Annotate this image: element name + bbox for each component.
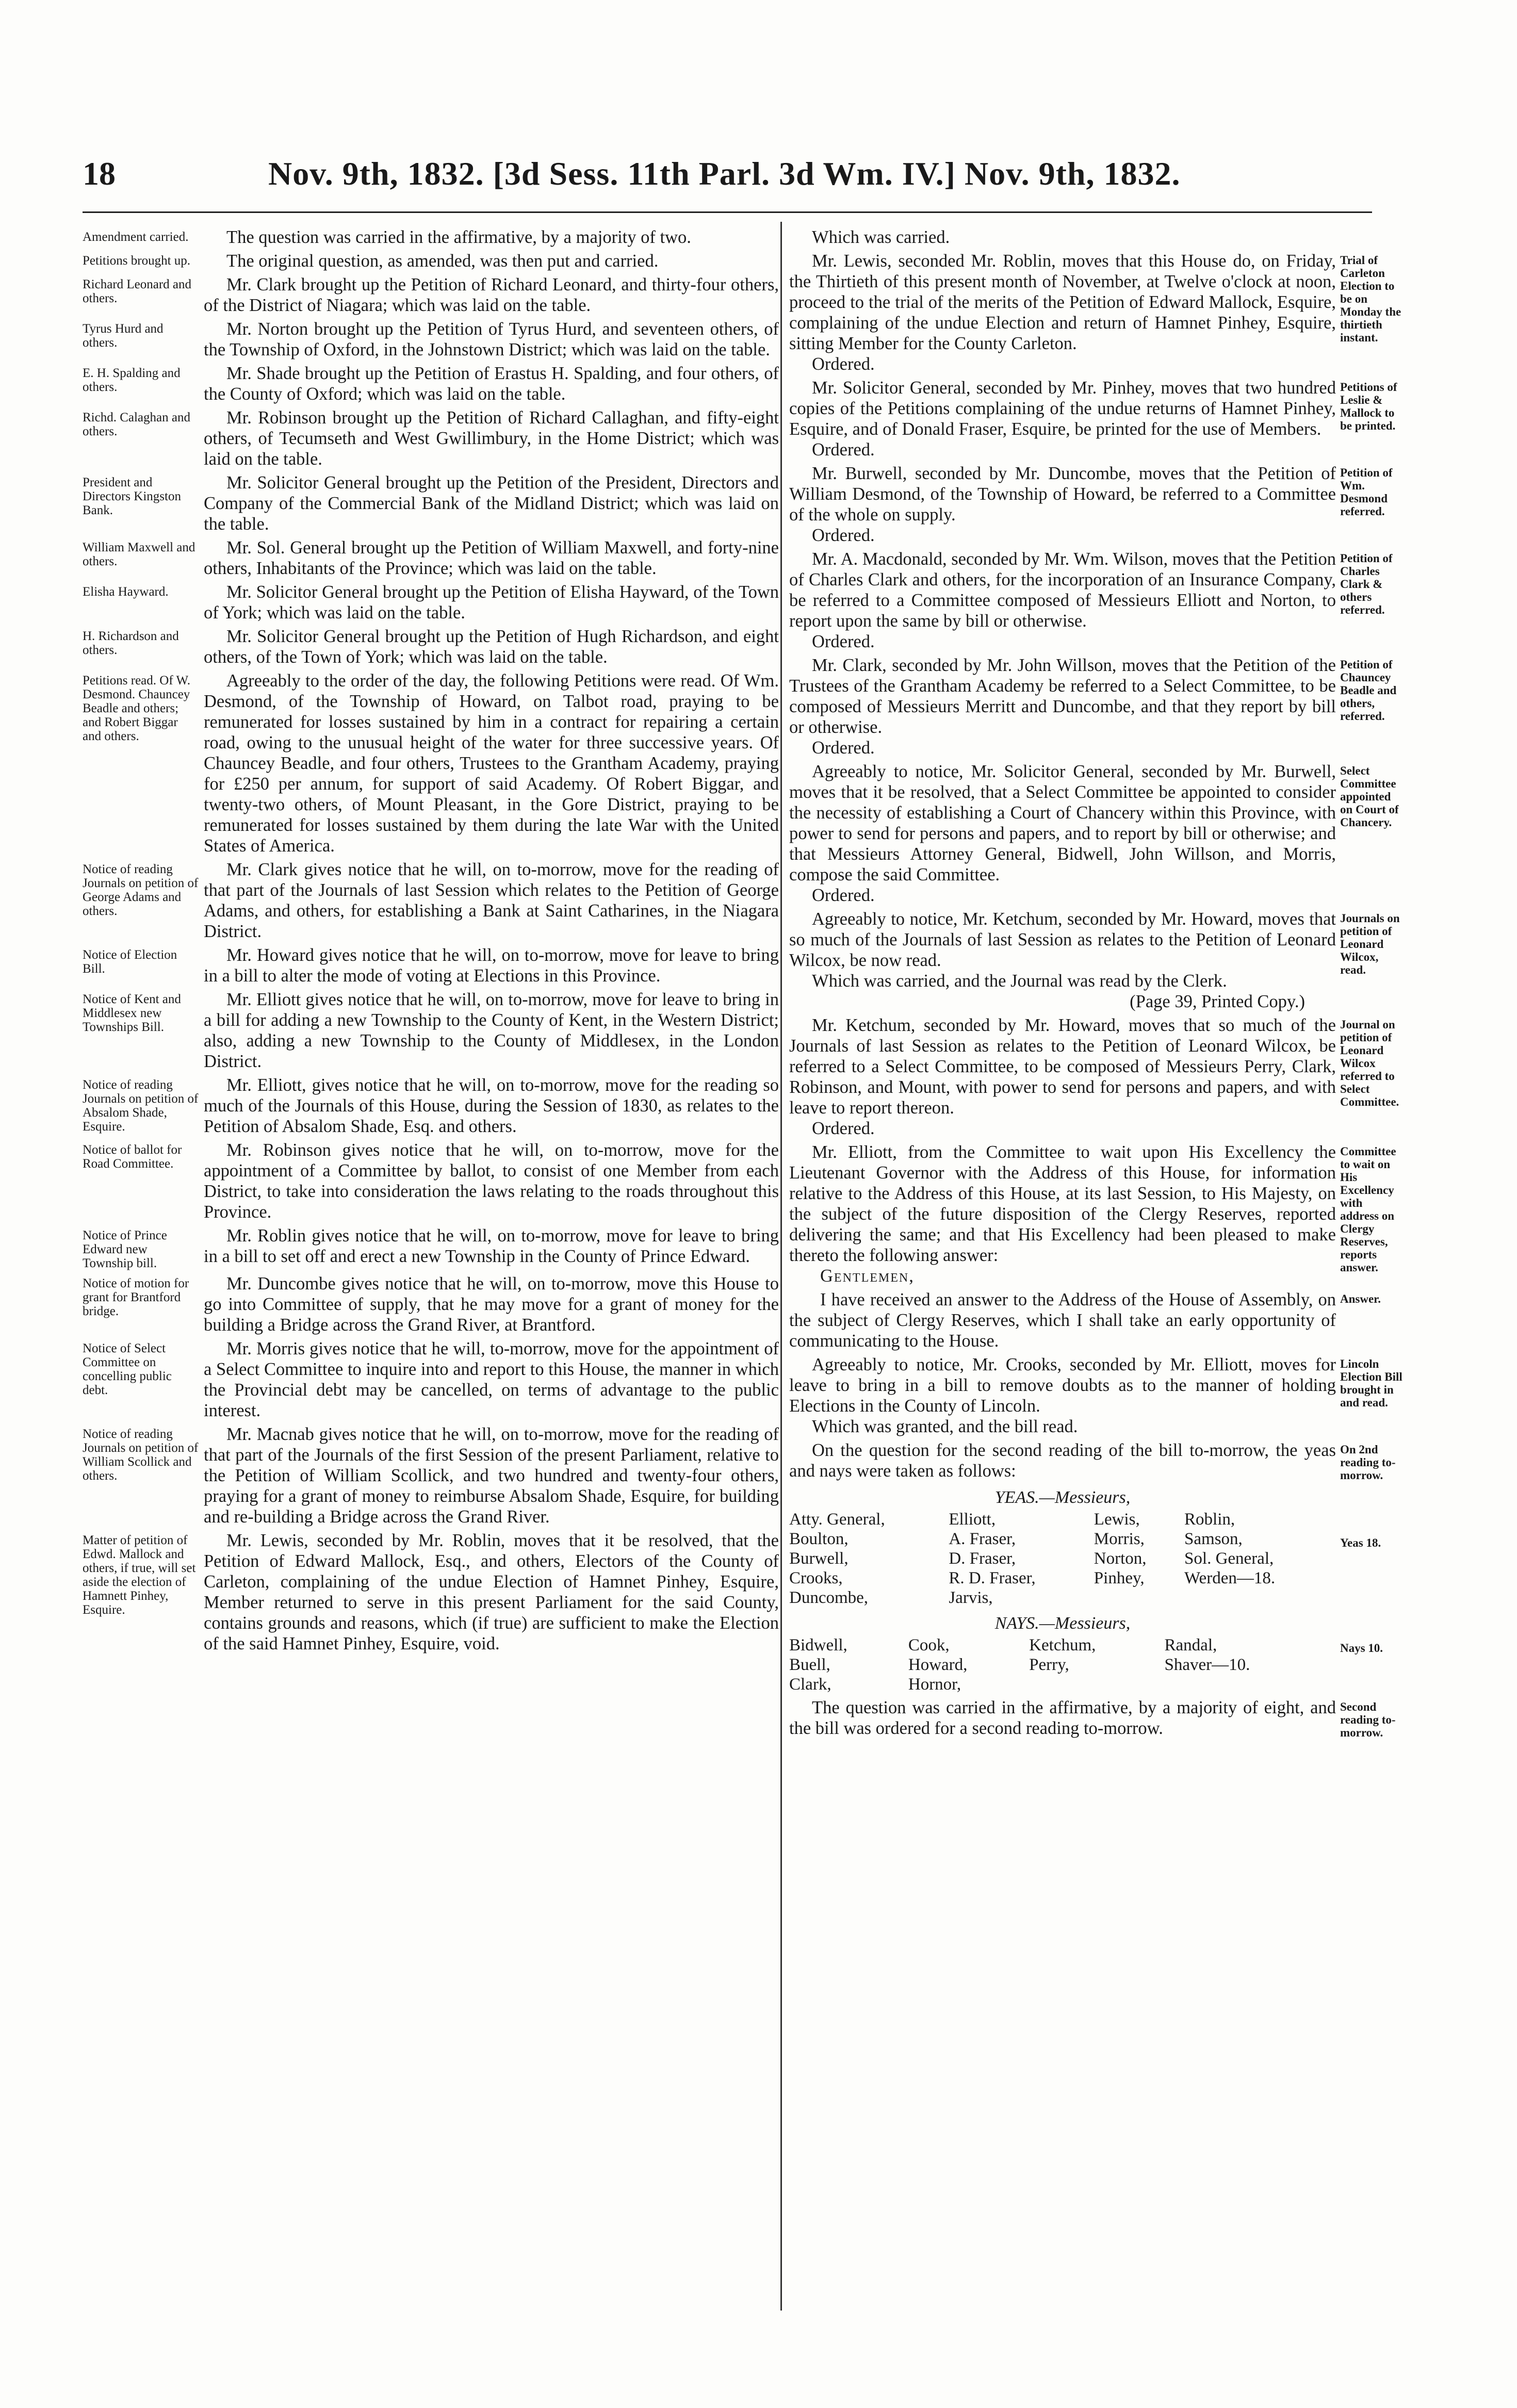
vote-row bbox=[789, 1675, 1336, 1694]
paragraph: Mr. Clark brought up the Petition of Richard Leonard, and thirty-four others, of the District of Niagara; which was laid on the table. bbox=[204, 275, 779, 315]
entry-text bbox=[204, 407, 779, 469]
member-name: Howard, bbox=[908, 1656, 968, 1674]
paragraph: Ordered. bbox=[812, 632, 875, 651]
member-name: Clark, bbox=[789, 1675, 831, 1694]
entry bbox=[789, 1289, 1403, 1351]
entry bbox=[83, 407, 779, 469]
paragraph: The original question, as amended, was then put and carried. bbox=[226, 251, 659, 271]
margin-note: Matter of petition of Edwd. Mallock and others, if true, will set aside the election of Hamnett Pinhey, Esquire. bbox=[83, 1533, 196, 1617]
page-header bbox=[83, 155, 1372, 211]
margin-note: Trial of Carleton Election to be on Monday the thirtieth instant. bbox=[1340, 254, 1401, 344]
left-column bbox=[83, 227, 779, 1657]
header-rule bbox=[83, 211, 1372, 213]
entry bbox=[83, 1530, 779, 1654]
margin-note: President and Directors Kingston Bank. bbox=[83, 476, 181, 517]
entry bbox=[83, 1424, 779, 1527]
entry bbox=[83, 670, 779, 856]
member-name: Lewis, bbox=[1094, 1510, 1140, 1529]
nays-table bbox=[789, 1635, 1336, 1694]
member-name: Boulton, bbox=[789, 1530, 849, 1548]
entry bbox=[789, 1354, 1403, 1437]
entry bbox=[789, 761, 1403, 906]
entry-text bbox=[789, 463, 1336, 546]
margin-note: Notice of reading Journals on petition of George Adams and others. bbox=[83, 862, 199, 918]
paragraph: Mr. Norton brought up the Petition of Tyrus Hurd, and seventeen others, of the Township of Oxford, in the Johnstown District; which was laid on the table. bbox=[204, 319, 779, 359]
member-name: Randal, bbox=[1164, 1636, 1217, 1655]
margin-note: Yeas 18. bbox=[1340, 1536, 1381, 1549]
paragraph: I have received an answer to the Address of the House of Assembly, on the subject of Clergy Reserves, which I shall take an early opportunity of communicating to the House. bbox=[789, 1290, 1336, 1351]
paragraph: Mr. Ketchum, seconded by Mr. Howard, moves that so much of the Journals of last Session as relates to the Petition of Leonard Wilcox, be referred to a Select Committee, to be composed of Messieurs Perry, Clark, Robinson, and Mount, with power to send for persons and papers, and with leave to report thereon. bbox=[789, 1015, 1336, 1118]
entry bbox=[83, 1273, 779, 1335]
margin-note: Richd. Calaghan and others. bbox=[83, 411, 190, 438]
paragraph: Agreeably to the order of the day, the following Petitions were read. Of Wm. Desmond, of the Township of Howard, on Talbot road, praying to be remunerated for losses sustained by him in a contract for repairing a certain road, owing to the unusual height of the water for three successive years. Of Chauncey Beadle, and four others, Trustees to the Grantham Academy, praying for £250 per annum, for support of said Academy. Of Robert Biggar, and twenty-two others, of Mount Pleasant, in the Gore District, praying to be remunerated for losses sustained by them during the late War with the United States of America. bbox=[204, 671, 779, 856]
member-name: Crooks, bbox=[789, 1569, 843, 1587]
margin-note: Elisha Hayward. bbox=[83, 585, 169, 599]
paragraph: The question was carried in the affirmative, by a majority of two. bbox=[226, 227, 691, 247]
margin-note: Notice of Prince Edward new Township bill. bbox=[83, 1228, 167, 1270]
yeas-table bbox=[789, 1510, 1336, 1608]
entry-text bbox=[204, 945, 779, 986]
paragraph: Mr. Solicitor General, seconded by Mr. Pinhey, moves that two hundred copies of the Petitions complaining of the undue returns of Hamnet Pinhey, Esquire, and of Donald Fraser, Esquire, be printed for the use of Members. bbox=[789, 378, 1336, 439]
paragraph: Mr. Shade brought up the Petition of Erastus H. Spalding, and four others, of the County of Oxford; which was laid on the table. bbox=[204, 364, 779, 404]
entry-text bbox=[204, 274, 779, 316]
paragraph: Agreeably to notice, Mr. Solicitor General, seconded by Mr. Burwell, moves that it be resolved, that a Select Committee be appointed to consider the necessity of establishing a Court of Chancery within this Province, with power to send for persons and papers, and to report by bill or otherwise; and that Messieurs Attorney General, Bidwell, John Willson, and Morris, compose the said Committee. bbox=[789, 762, 1336, 884]
paragraph: Mr. A. Macdonald, seconded by Mr. Wm. Wilson, moves that the Petition of Charles Clark and others, for the incorporation of an Insurance Company, be referred to a Committee composed of Messieurs Elliott and Norton, to report upon the same by bill or otherwise. bbox=[789, 549, 1336, 631]
paragraph: Ordered. bbox=[812, 886, 875, 905]
entry-text bbox=[789, 1440, 1336, 1482]
margin-note: Notice of ballot for Road Committee. bbox=[83, 1143, 182, 1171]
entry-text bbox=[204, 1424, 779, 1527]
entry-text bbox=[204, 251, 779, 271]
margin-note: Petition of Wm. Desmond referred. bbox=[1340, 466, 1393, 518]
member-name: Buell, bbox=[789, 1656, 830, 1674]
paragraph: Gentlemen, bbox=[820, 1266, 915, 1286]
paragraph: Agreeably to notice, Mr. Crooks, seconded by Mr. Elliott, moves for leave to bring in a bill to remove doubts as to the manner of holding Elections in the County of Lincoln. bbox=[789, 1355, 1336, 1416]
entry bbox=[789, 655, 1403, 758]
entry bbox=[789, 227, 1403, 248]
margin-note: Petitions read. Of W. Desmond. Chauncey Beadle and others; and Robert Biggar and others. bbox=[83, 674, 191, 743]
margin-note: Notice of Select Committee on concelling public debt. bbox=[83, 1341, 172, 1397]
margin-note: Select Committee appointed on Court of Chancery. bbox=[1340, 764, 1399, 829]
final-entry bbox=[789, 1697, 1403, 1739]
entry-text bbox=[789, 761, 1336, 906]
vote-row bbox=[789, 1510, 1336, 1529]
paragraph: (Page 39, Printed Copy.) bbox=[1130, 992, 1305, 1011]
paragraph: The question was carried in the affirmative, by a majority of eight, and the bill was ordered for a second reading to-morrow. bbox=[789, 1698, 1336, 1738]
member-name: Perry, bbox=[1029, 1656, 1069, 1674]
margin-note: Petitions of Leslie & Mallock to be printed. bbox=[1340, 381, 1397, 432]
member-name: Atty. General, bbox=[789, 1510, 885, 1529]
entry bbox=[83, 945, 779, 986]
paragraph: Ordered. bbox=[812, 738, 875, 758]
member-name bbox=[1184, 1588, 1336, 1608]
nays-heading: NAYS.—Messieurs, bbox=[994, 1614, 1131, 1633]
paragraph: Which was granted, and the bill read. bbox=[812, 1417, 1078, 1436]
entry bbox=[83, 626, 779, 667]
entry-text bbox=[204, 859, 779, 942]
entry bbox=[83, 274, 779, 316]
member-name: Bidwell, bbox=[789, 1636, 847, 1655]
entry-text bbox=[204, 1273, 779, 1335]
entry-text bbox=[204, 1140, 779, 1222]
margin-note: Answer. bbox=[1340, 1292, 1381, 1305]
entry-text bbox=[789, 1015, 1336, 1139]
paragraph: Mr. Solicitor General brought up the Petition of the President, Directors and Company of the Commercial Bank of the Midland District; which was laid on the table. bbox=[204, 473, 779, 534]
entry bbox=[789, 1142, 1403, 1286]
vote-row bbox=[789, 1549, 1336, 1568]
member-name: Elliott, bbox=[949, 1510, 996, 1529]
yeas-heading: YEAS.—Messieurs, bbox=[994, 1488, 1131, 1507]
member-name: Samson, bbox=[1184, 1530, 1243, 1548]
member-name: A. Fraser, bbox=[949, 1530, 1016, 1548]
paragraph: Mr. Solicitor General brought up the Petition of Elisha Hayward, of the Town of York; which was laid on the table. bbox=[204, 582, 779, 623]
paragraph: Ordered. bbox=[812, 440, 875, 460]
paragraph: Which was carried. bbox=[812, 227, 950, 247]
paragraph: Mr. Burwell, seconded by Mr. Duncombe, moves that the Petition of William Desmond, of the Township of Howard, be referred to a Committee of the whole on supply. bbox=[789, 464, 1336, 525]
margin-note: Notice of Kent and Middlesex new Townships Bill. bbox=[83, 992, 181, 1034]
margin-note: Nays 10. bbox=[1340, 1642, 1383, 1655]
paragraph: On the question for the second reading of the bill to-morrow, the yeas and nays were taken as follows: bbox=[789, 1440, 1336, 1481]
entry bbox=[789, 1440, 1403, 1482]
running-title: Nov. 9th, 1832. [3d Sess. 11th Parl. 3d Wm. IV.] Nov. 9th, 1832. bbox=[268, 155, 1181, 192]
paragraph: Mr. Elliott, gives notice that he will, on to-morrow, move for the reading so much of the Journals of this House, during the Session of 1830, as relates to the Petition of Absalom Shade, Esq. and others. bbox=[204, 1075, 779, 1136]
nays-block bbox=[789, 1611, 1403, 1694]
paragraph: Mr. Sol. General brought up the Petition of William Maxwell, and forty-nine others, Inhabitants of the Province; which was laid on the table. bbox=[204, 538, 779, 578]
entry bbox=[83, 537, 779, 579]
paragraph: Mr. Solicitor General brought up the Petition of Hugh Richardson, and eight others, of the Town of York; which was laid on the table. bbox=[204, 627, 779, 667]
entry-text bbox=[789, 549, 1336, 652]
paragraph: Ordered. bbox=[812, 354, 875, 374]
paragraph: Mr. Elliott, from the Committee to wait upon His Excellency the Lieutenant Governor with the Address of this House, for information relative to the Address of this House, at its last Session, to His Majesty, on the subject of the future disposition of the Clergy Reserves, reported delivering the same; and that His Excellency had been pleased to make thereto the following answer: bbox=[789, 1142, 1336, 1265]
entry-text bbox=[204, 989, 779, 1072]
page-number: 18 bbox=[83, 155, 116, 192]
paragraph: Mr. Clark, seconded by Mr. John Willson, moves that the Petition of the Trustees of the Grantham Academy be referred to a Select Committee, to be composed of Messieurs Merritt and Duncombe, and that they report by bill or otherwise. bbox=[789, 656, 1336, 737]
entry-text bbox=[204, 1338, 779, 1421]
entry-text bbox=[204, 537, 779, 579]
member-name: Hornor, bbox=[908, 1675, 961, 1694]
entry bbox=[789, 1015, 1403, 1139]
member-name bbox=[1165, 1675, 1336, 1694]
margin-note: Notice of reading Journals on petition of Absalom Shade, Esquire. bbox=[83, 1078, 199, 1134]
margin-note bbox=[1336, 227, 1403, 248]
margin-note: Notice of Election Bill. bbox=[83, 948, 177, 976]
margin-note: Journal on petition of Leonard Wilcox referred to Select Committee. bbox=[1340, 1018, 1399, 1108]
vote-row bbox=[789, 1529, 1336, 1549]
margin-note: Petitions brought up. bbox=[83, 254, 191, 268]
member-name: Roblin, bbox=[1184, 1510, 1235, 1529]
entry-text bbox=[204, 1225, 779, 1270]
margin-note: Second reading to-morrow. bbox=[1340, 1700, 1396, 1739]
entry bbox=[83, 1140, 779, 1222]
member-name: Sol. General, bbox=[1184, 1549, 1274, 1568]
paragraph: Mr. Morris gives notice that he will, to-morrow, move for the appointment of a Select Committee to inquire into and report to this House, the manner in which the Provincial debt may be cancelled, on terms of advantage to the public interest. bbox=[204, 1339, 779, 1420]
member-name: Duncombe, bbox=[789, 1588, 869, 1607]
member-name: Cook, bbox=[908, 1636, 950, 1655]
paragraph: Which was carried, and the Journal was read by the Clerk. bbox=[812, 971, 1227, 991]
member-name bbox=[1029, 1675, 1164, 1694]
margin-note: H. Richardson and others. bbox=[83, 629, 179, 657]
paragraph: Mr. Clark gives notice that he will, on to-morrow, move for the reading of that part of the Journals of last Session which relates to the Petition of George Adams, and others, for establishing a Bank at Saint Catharines, in the Niagara District. bbox=[204, 860, 779, 941]
column-divider bbox=[780, 222, 782, 2311]
member-name: Shaver—10. bbox=[1164, 1656, 1250, 1674]
member-name: Werden—18. bbox=[1184, 1569, 1276, 1587]
entry-text bbox=[204, 363, 779, 404]
entry bbox=[83, 1075, 779, 1137]
entry-text bbox=[789, 909, 1336, 1012]
entry-text bbox=[204, 582, 779, 623]
entry bbox=[83, 1225, 779, 1270]
vote-row bbox=[789, 1568, 1336, 1588]
entry bbox=[789, 909, 1403, 1012]
entry bbox=[83, 1338, 779, 1421]
entry bbox=[83, 472, 779, 534]
entry-text bbox=[789, 1289, 1336, 1351]
member-name: R. D. Fraser, bbox=[949, 1569, 1036, 1587]
paragraph: Mr. Howard gives notice that he will, on to-morrow, move for leave to bring in a bill to alter the mode of voting at Elections in this Province. bbox=[204, 945, 779, 986]
entry bbox=[789, 463, 1403, 546]
entry-text bbox=[204, 670, 779, 856]
entry-text bbox=[789, 655, 1336, 758]
margin-note: Notice of motion for grant for Brantford bridge. bbox=[83, 1276, 189, 1318]
margin-note: Tyrus Hurd and others. bbox=[83, 322, 164, 350]
member-name: D. Fraser, bbox=[949, 1549, 1016, 1568]
vote-row bbox=[789, 1655, 1336, 1675]
entry bbox=[789, 251, 1403, 374]
paragraph: Mr. Robinson gives notice that he will, on to-morrow, move for the appointment of a Committee by ballot, to consist of one Member from each District, to take into consideration the laws relating to the roads throughout this Province. bbox=[204, 1140, 779, 1222]
paragraph: Mr. Macnab gives notice that he will, on to-morrow, move for the reading of that part of the Journals of the first Session of the present Parliament, relative to the Petition of William Scollick, and two hundred and twenty-four others, praying for a grant of money to reimburse Absalom Shade, Esquire, for building and re-building a Bridge across the Grand River. bbox=[204, 1424, 779, 1527]
entry-text bbox=[789, 378, 1336, 460]
member-name: Morris, bbox=[1094, 1530, 1145, 1548]
margin-note: Amendment carried. bbox=[83, 230, 189, 244]
yeas-block bbox=[789, 1485, 1403, 1608]
entry bbox=[83, 363, 779, 404]
member-name: Jarvis, bbox=[949, 1588, 993, 1607]
entry bbox=[83, 251, 779, 271]
entry bbox=[83, 227, 779, 248]
margin-note: William Maxwell and others. bbox=[83, 540, 195, 568]
margin-note: Richard Leonard and others. bbox=[83, 277, 192, 305]
paragraph: Mr. Robinson brought up the Petition of Richard Callaghan, and fifty-eight others, of Tecumseth and West Gwillimbury, in the Home District; which was laid on the table. bbox=[204, 408, 779, 469]
paragraph: Mr. Lewis, seconded by Mr. Roblin, moves that it be resolved, that the Petition of Edward Mallock, Esq., and others, Electors of the County of Carleton, complaining of the undue Election of Hamnet Pinhey, Esquire, Member returned to serve in this present Parliament for the said County, contains grounds and reasons, which (if true) are sufficient to make the Election of the said Hamnet Pinhey, Esquire, void. bbox=[204, 1531, 779, 1653]
margin-note: Committee to wait on His Excellency with address on Clergy Reserves, reports answer. bbox=[1340, 1145, 1396, 1274]
entry-text bbox=[204, 472, 779, 534]
margin-note: Journals on petition of Leonard Wilcox, read. bbox=[1340, 912, 1400, 976]
vote-row bbox=[789, 1635, 1336, 1655]
margin-note: Notice of reading Journals on petition of William Scollick and others. bbox=[83, 1427, 199, 1483]
entry bbox=[789, 549, 1403, 652]
member-name: Norton, bbox=[1094, 1549, 1147, 1568]
entry-text bbox=[789, 1354, 1336, 1437]
margin-note: On 2nd reading to-morrow. bbox=[1340, 1443, 1396, 1482]
margin-note: Petition of Charles Clark & others referred. bbox=[1340, 552, 1393, 616]
entry-text bbox=[789, 1142, 1336, 1286]
entry bbox=[83, 582, 779, 623]
entry bbox=[83, 319, 779, 360]
paragraph: Ordered. bbox=[812, 526, 875, 545]
entry-text bbox=[204, 1075, 779, 1137]
member-name: Burwell, bbox=[789, 1549, 849, 1568]
entry-text bbox=[204, 227, 779, 248]
paragraph: Ordered. bbox=[812, 1119, 875, 1138]
margin-note: Petition of Chauncey Beadle and others, referred. bbox=[1340, 658, 1397, 723]
entry-text bbox=[789, 227, 1336, 248]
right-column-entries bbox=[789, 227, 1403, 1482]
margin-note: Lincoln Election Bill brought in and read. bbox=[1340, 1357, 1402, 1409]
entry bbox=[789, 378, 1403, 460]
margin-note: E. H. Spalding and others. bbox=[83, 366, 181, 394]
paragraph: Mr. Duncombe gives notice that he will, on to-morrow, move this House to go into Committee of supply, that he may move for a grant of money for the building a Bridge across the Grand River, at Brantford. bbox=[204, 1274, 779, 1335]
entry-text bbox=[204, 626, 779, 667]
member-name bbox=[1094, 1588, 1184, 1608]
member-name: Pinhey, bbox=[1094, 1569, 1145, 1587]
paragraph: Mr. Elliott gives notice that he will, on to-morrow, move for leave to bring in a bill for adding a new Township to the County of Kent, in the Western District; also, adding a new Township to the County of Middlesex, in the London District. bbox=[204, 990, 779, 1071]
paragraph: Mr. Lewis, seconded Mr. Roblin, moves that this House do, on Friday, the Thirtieth of this present month of November, at Twelve o'clock at noon, proceed to the trial of the merits of the Petition of Edward Mallock, Esquire, complaining of the undue Election and return of Hamnet Pinhey, Esquire, sitting Member for the County Carleton. bbox=[789, 251, 1336, 353]
entry bbox=[83, 989, 779, 1072]
member-name: Ketchum, bbox=[1029, 1636, 1096, 1655]
paragraph: Mr. Roblin gives notice that he will, on to-morrow, move for leave to bring in a bill to set off and erect a new Township in the County of Prince Edward. bbox=[204, 1226, 779, 1266]
right-column bbox=[789, 227, 1403, 1742]
vote-row bbox=[789, 1588, 1336, 1608]
entry-text bbox=[789, 251, 1336, 374]
entry bbox=[83, 859, 779, 942]
entry-text bbox=[204, 319, 779, 360]
entry-text bbox=[204, 1530, 779, 1654]
paragraph: Agreeably to notice, Mr. Ketchum, seconded by Mr. Howard, moves that so much of the Journals of last Session as relates to the Petition of Leonard Wilcox, be now read. bbox=[789, 909, 1336, 970]
